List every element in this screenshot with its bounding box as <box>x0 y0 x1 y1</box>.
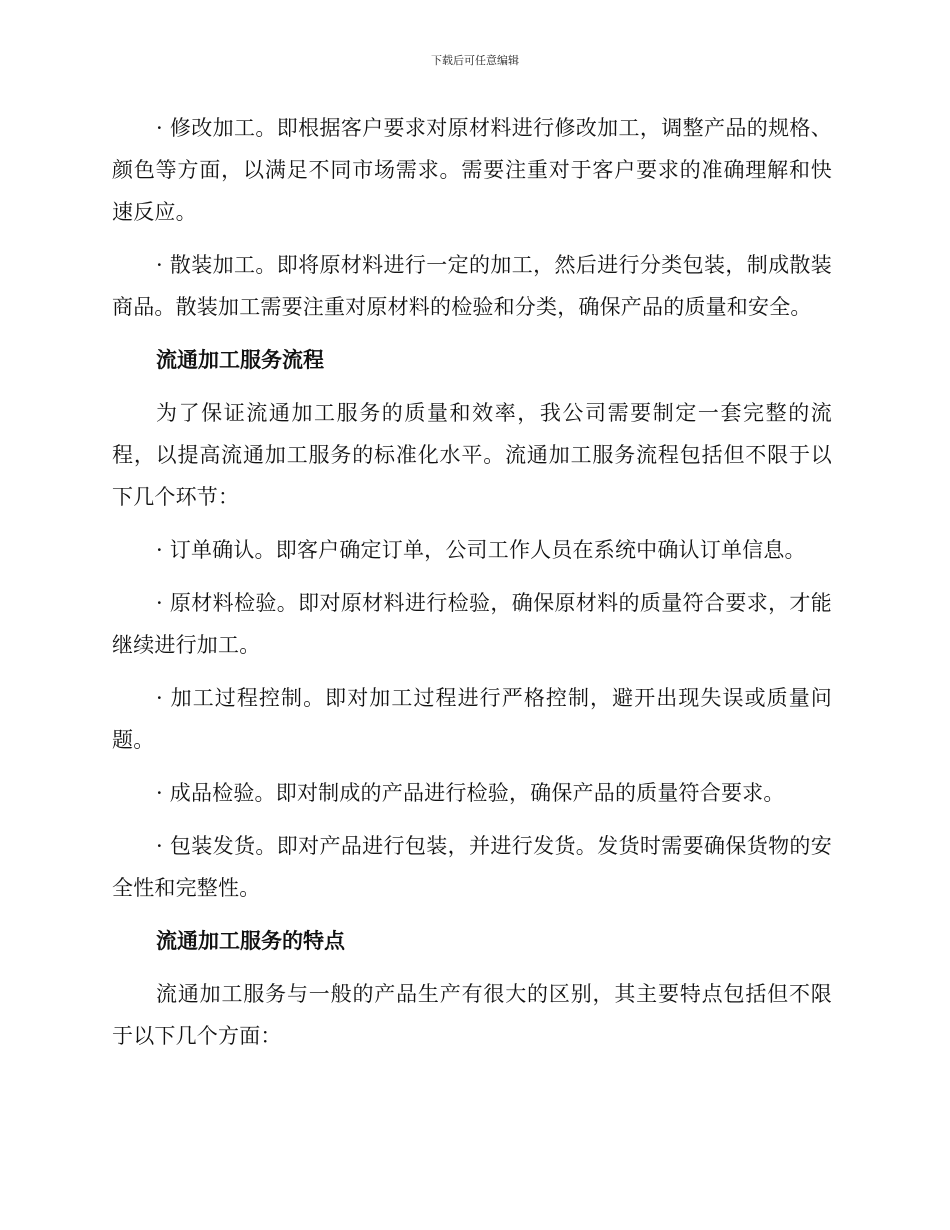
bullet-paragraph-control: · 加工过程控制。即对加工过程进行严格控制，避开出现失误或质量问题。 <box>112 686 832 752</box>
bullet-paragraph-order: · 订单确认。即客户确定订单，公司工作人员在系统中确认订单信息。 <box>156 538 806 562</box>
bullet-paragraph-shipping: · 包装发货。即对产品进行包装，并进行发货。发货时需要确保货物的安全性和完整性。 <box>112 834 832 900</box>
page-header: 下载后可任意编辑 <box>431 54 519 67</box>
section-heading-process: 流通加工服务流程 <box>156 348 324 372</box>
paragraph-features-intro: 流通加工服务与一般的产品生产有很大的区别，其主要特点包括但不限于以下几个方面： <box>112 982 832 1048</box>
bullet-paragraph-bulk: · 散装加工。即将原材料进行一定的加工，然后进行分类包装，制成散装商品。散装加工需要注重对原材料的检验和分类，确保产品的质量和安全。 <box>112 253 832 319</box>
paragraph-process-intro: 为了保证流通加工服务的质量和效率，我公司需要制定一套完整的流程，以提高流通加工服务的标准化水平。流通加工服务流程包括但不限于以下几个环节： <box>112 401 832 509</box>
bullet-paragraph-modification: · 修改加工。即根据客户要求对原材料进行修改加工，调整产品的规格、颜色等方面，以满足不同市场需求。需要注重对于客户要求的准确理解和快速反应。 <box>112 116 832 224</box>
document-body <box>112 107 832 1068</box>
bullet-paragraph-product-check: · 成品检验。即对制成的产品进行检验，确保产品的质量符合要求。 <box>156 781 785 805</box>
section-heading-features: 流通加工服务的特点 <box>156 929 345 953</box>
bullet-paragraph-inspection: · 原材料检验。即对原材料进行检验，确保原材料的质量符合要求，才能继续进行加工。 <box>112 591 832 657</box>
